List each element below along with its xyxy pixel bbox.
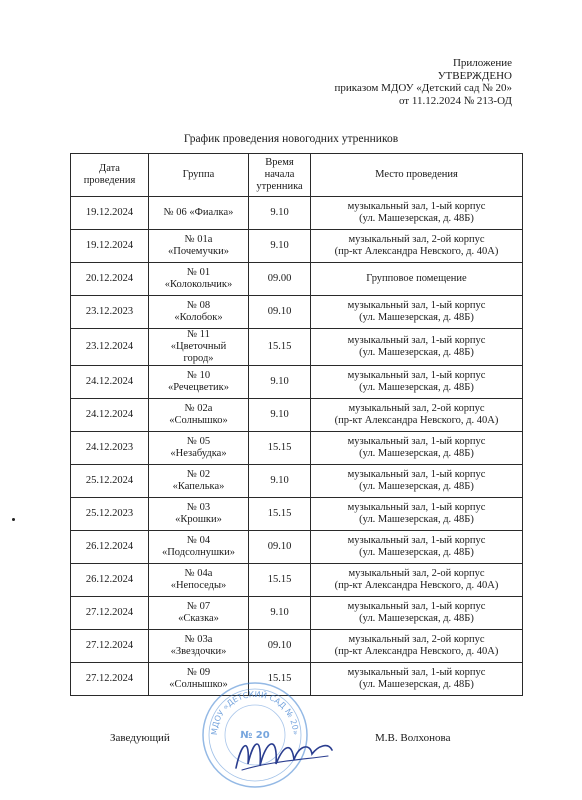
cell-group: № 03 «Крошки» [149, 498, 249, 531]
table-row [71, 597, 523, 630]
cell-place: музыкальный зал, 1-ый корпус (ул. Машезерская, д. 48Б) [311, 531, 523, 564]
header-place: Место проведения [311, 154, 523, 197]
cell-place: музыкальный зал, 1-ый корпус (ул. Машезерская, д. 48Б) [311, 597, 523, 630]
header-line-approved: УТВЕРЖДЕНО [437, 69, 512, 82]
table-row [71, 399, 523, 432]
table-row [71, 230, 523, 263]
table-row [71, 564, 523, 597]
cell-date: 19.12.2024 [71, 197, 149, 230]
cell-date: 23.12.2024 [71, 329, 149, 366]
cell-group: № 01 «Колокольчик» [149, 263, 249, 296]
cell-place: музыкальный зал, 1-ый корпус (ул. Машезерская, д. 48Б) [311, 498, 523, 531]
cell-group: № 09 «Солнышко» [149, 663, 249, 696]
svg-text:МДОУ «ДЕТСКИЙ САД № 20»: МДОУ «ДЕТСКИЙ САД № 20» [209, 689, 301, 736]
cell-place: музыкальный зал, 2-ой корпус (пр-кт Александра Невского, д. 40А) [311, 630, 523, 663]
cell-time: 09.10 [249, 630, 311, 663]
cell-time: 15.15 [249, 663, 311, 696]
scan-speck [12, 518, 15, 521]
cell-group: № 08 «Колобок» [149, 296, 249, 329]
svg-text:№ 20: № 20 [240, 730, 270, 741]
cell-date: 27.12.2024 [71, 597, 149, 630]
table-row [71, 432, 523, 465]
cell-place: музыкальный зал, 1-ый корпус (ул. Машезерская, д. 48Б) [311, 465, 523, 498]
cell-date: 20.12.2024 [71, 263, 149, 296]
cell-group: № 10 «Речецветик» [149, 366, 249, 399]
cell-time: 15.15 [249, 432, 311, 465]
cell-time: 09.10 [249, 296, 311, 329]
header-line-date: от 11.12.2024 № 213-ОД [398, 94, 512, 107]
cell-time: 9.10 [249, 197, 311, 230]
cell-date: 24.12.2024 [71, 399, 149, 432]
cell-group: № 07 «Сказка» [149, 597, 249, 630]
cell-place: музыкальный зал, 1-ый корпус (ул. Машезерская, д. 48Б) [311, 329, 523, 366]
cell-group: № 04 «Подсолнушки» [149, 531, 249, 564]
cell-place: музыкальный зал, 2-ой корпус (пр-кт Александра Невского, д. 40А) [311, 564, 523, 597]
cell-place: музыкальный зал, 1-ый корпус (ул. Машезерская, д. 48Б) [311, 663, 523, 696]
cell-time: 15.15 [249, 564, 311, 597]
cell-time: 9.10 [249, 230, 311, 263]
cell-time: 9.10 [249, 597, 311, 630]
signer-position: Заведующий [110, 732, 170, 744]
cell-group: № 04а «Непоседы» [149, 564, 249, 597]
cell-group: № 05 «Незабудка» [149, 432, 249, 465]
header-line-order: приказом МДОУ «Детский сад № 20» [334, 82, 512, 94]
cell-place: музыкальный зал, 2-ой корпус (пр-кт Александра Невского, д. 40А) [311, 230, 523, 263]
cell-date: 26.12.2024 [71, 531, 149, 564]
cell-date: 24.12.2024 [71, 366, 149, 399]
table-row [71, 197, 523, 230]
approval-header [335, 57, 512, 107]
cell-time: 9.10 [249, 399, 311, 432]
cell-group: № 02 «Капелька» [149, 465, 249, 498]
cell-date: 27.12.2024 [71, 630, 149, 663]
table-row [71, 630, 523, 663]
document-title: График проведения новогодних утренников [183, 133, 399, 145]
header-date: Дата проведения [71, 154, 149, 197]
cell-date: 23.12.2023 [71, 296, 149, 329]
table-row [71, 366, 523, 399]
cell-group: № 01а «Почемучки» [149, 230, 249, 263]
cell-time: 9.10 [249, 465, 311, 498]
cell-group: № 03а «Звездочки» [149, 630, 249, 663]
cell-date: 25.12.2024 [71, 465, 149, 498]
table-row [71, 296, 523, 329]
cell-place: музыкальный зал, 1-ый корпус (ул. Машезерская, д. 48Б) [311, 296, 523, 329]
cell-date: 27.12.2024 [71, 663, 149, 696]
cell-date: 25.12.2023 [71, 498, 149, 531]
cell-group: № 06 «Фиалка» [149, 197, 249, 230]
cell-place: музыкальный зал, 2-ой корпус (пр-кт Александра Невского, д. 40А) [311, 399, 523, 432]
cell-place: музыкальный зал, 1-ый корпус (ул. Машезерская, д. 48Б) [311, 366, 523, 399]
header-group: Группа [149, 154, 249, 197]
table-row [71, 465, 523, 498]
cell-group: № 02а «Солнышко» [149, 399, 249, 432]
table-row [71, 531, 523, 564]
table-row [71, 263, 523, 296]
cell-date: 24.12.2023 [71, 432, 149, 465]
table-header-row [71, 154, 523, 197]
cell-group: № 11 «Цветочный город» [149, 329, 249, 366]
cell-date: 19.12.2024 [71, 230, 149, 263]
cell-place: музыкальный зал, 1-ый корпус (ул. Машезерская, д. 48Б) [311, 197, 523, 230]
cell-time: 9.10 [249, 366, 311, 399]
cell-place: Групповое помещение [311, 263, 523, 296]
signer-name: М.В. Волхонова [375, 732, 451, 744]
cell-time: 15.15 [249, 498, 311, 531]
handwritten-signature [228, 720, 338, 780]
cell-date: 26.12.2024 [71, 564, 149, 597]
table-row [71, 498, 523, 531]
schedule-table [70, 153, 523, 696]
cell-time: 09.10 [249, 531, 311, 564]
header-time: Время начала утренника [249, 154, 311, 197]
cell-time: 09.00 [249, 263, 311, 296]
cell-place: музыкальный зал, 1-ый корпус (ул. Машезерская, д. 48Б) [311, 432, 523, 465]
cell-time: 15.15 [249, 329, 311, 366]
table-row [71, 329, 523, 366]
header-line-appendix: Приложение [452, 57, 512, 69]
